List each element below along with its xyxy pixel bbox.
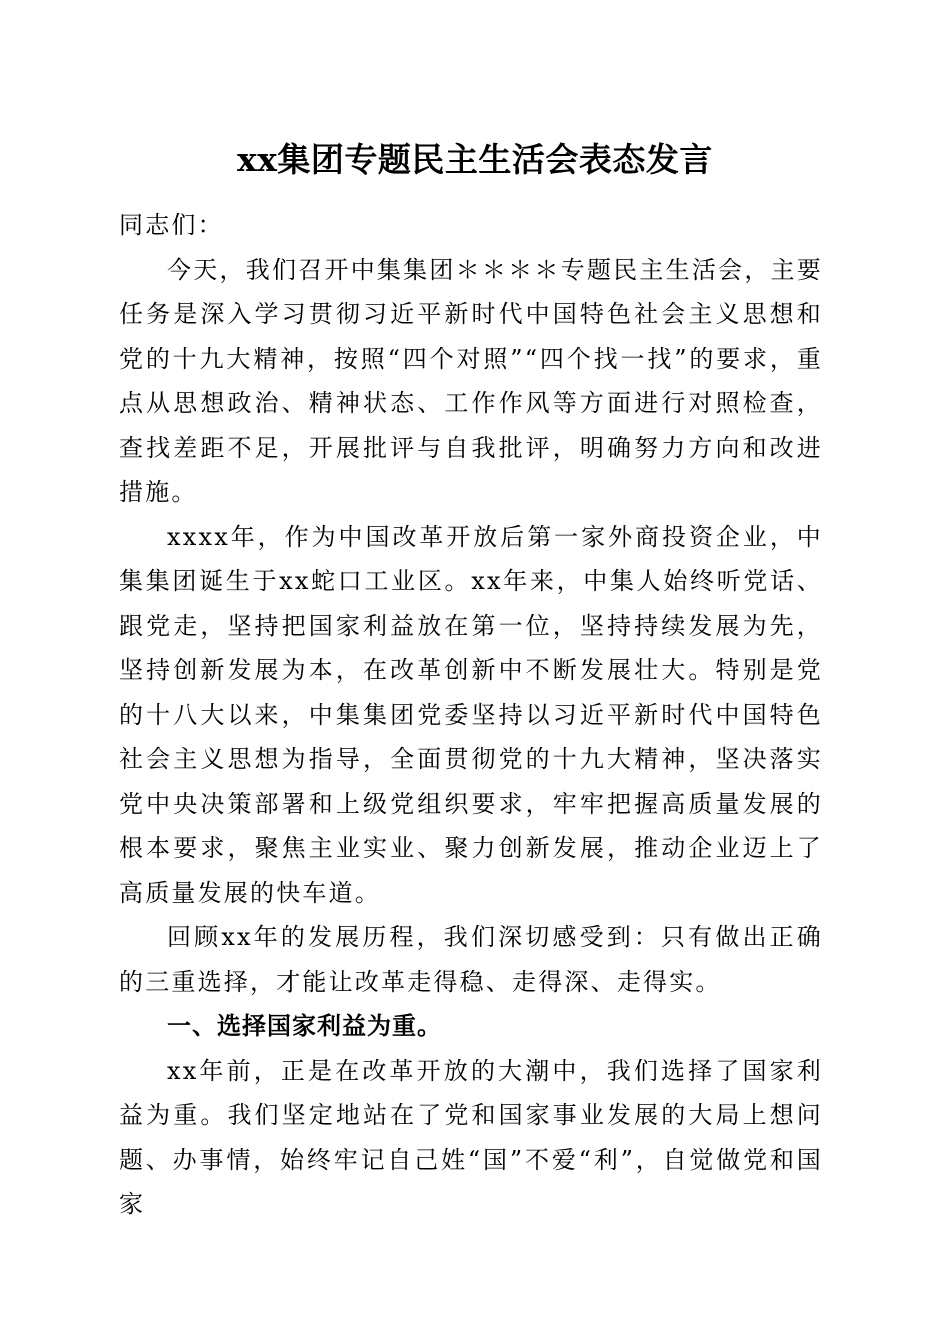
paragraph-intro: 今天，我们召开中集集团＊＊＊＊专题民主生活会，主要任务是深入学习贯彻习近平新时代中国特色社会主义思想和党的十九大精神，按照“四个对照”“四个找一找”的要求，重点从思想政治、精神状态、工作作风等方面进行对照检查，查找差距不足，开展批评与自我批评，明确努力方向和改进措施。 [119, 255, 823, 506]
section-heading: 一、选择国家利益为重。 [167, 1012, 442, 1040]
document-body [119, 203, 823, 1227]
greeting: 同志们： [119, 211, 224, 239]
paragraph-review: 回顾xx年的发展历程，我们深切感受到：只有做出正确的三重选择，才能让改革走得稳、走得深、走得实。 [119, 923, 823, 996]
document-title: xx集团专题民主生活会表态发言 [237, 140, 713, 179]
paragraph-section-one: xx年前，正是在改革开放的大潮中，我们选择了国家利益为重。我们坚定地站在了党和国家事业发展的大局上想问题、办事情，始终牢记自己姓“国”不爱“利”，自觉做党和国家 [119, 1056, 823, 1218]
paragraph-history: xxxx年，作为中国改革开放后第一家外商投资企业，中集集团诞生于xx蛇口工业区。xx年来，中集人始终听党话、跟党走，坚持把国家利益放在第一位，坚持持续发展为先，坚持创新发展为本，在改革创新中不断发展壮大。特别是党的十八大以来，中集集团党委坚持以习近平新时代中国特色社会主义思想为指导，全面贯彻党的十九大精神，坚决落实党中央决策部署和上级党组织要求，牢牢把握高质量发展的根本要求，聚焦主业实业、聚力创新发展，推动企业迈上了高质量发展的快车道。 [119, 522, 823, 907]
